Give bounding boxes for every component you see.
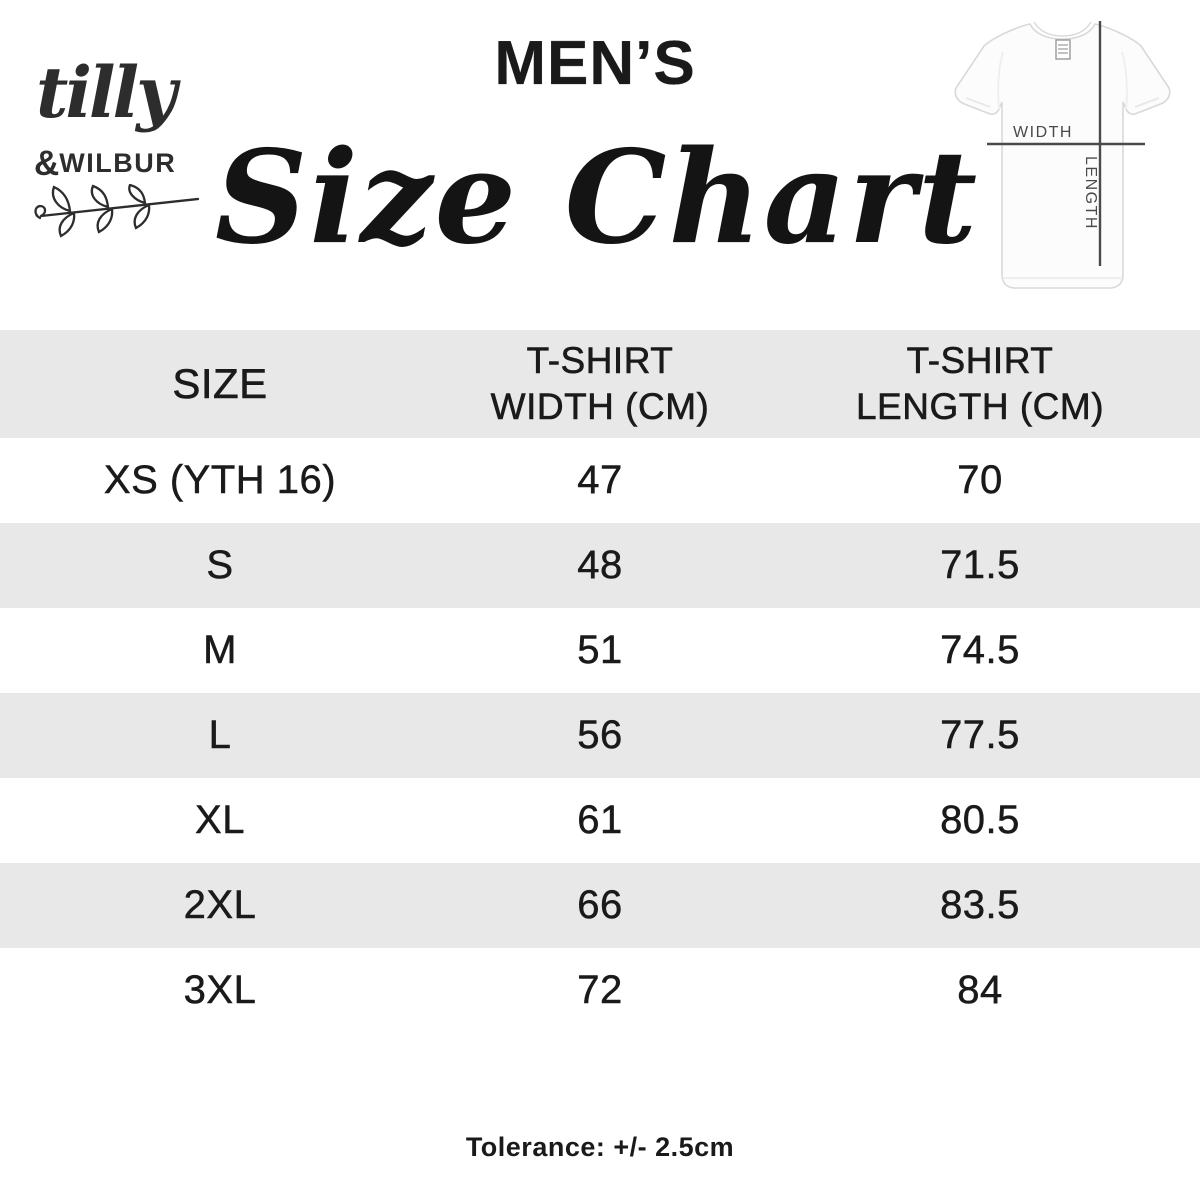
- table-row: [0, 863, 1200, 948]
- brand-script-name: tilly: [36, 51, 174, 134]
- width-cell: 72: [577, 968, 623, 1012]
- header-cell-size: SIZE: [172, 360, 268, 407]
- table-row: [0, 693, 1200, 778]
- size-cell: XS (YTH 16): [103, 458, 337, 502]
- length-cell: 83.5: [940, 883, 1020, 927]
- table-row: [0, 438, 1200, 523]
- header-cell-width: T-SHIRT WIDTH (CM): [490, 340, 710, 427]
- length-label: LENGTH: [1082, 156, 1099, 230]
- tshirt-outline: [955, 24, 1170, 288]
- neck-label-tag: [1056, 40, 1070, 59]
- table-row: [0, 523, 1200, 608]
- length-cell: 77.5: [940, 713, 1020, 757]
- length-cell: 80.5: [940, 798, 1020, 842]
- size-cell: 3XL: [183, 968, 257, 1012]
- width-cell: 56: [577, 713, 623, 757]
- width-label: WIDTH: [1013, 124, 1073, 141]
- length-cell: 74.5: [940, 628, 1020, 672]
- ampersand: &: [34, 144, 60, 183]
- tshirt-diagram-icon: [950, 6, 1175, 311]
- width-cell: 48: [577, 543, 623, 587]
- table-row: [0, 608, 1200, 693]
- category-title: MEN’S: [494, 29, 696, 98]
- length-cell: 71.5: [940, 543, 1020, 587]
- length-cell: 84: [957, 968, 1003, 1012]
- size-cell: 2XL: [183, 883, 257, 927]
- width-cell: 61: [577, 798, 623, 842]
- width-cell: 51: [577, 628, 623, 672]
- width-cell: 66: [577, 883, 623, 927]
- header-cell-length: T-SHIRT LENGTH (CM): [855, 340, 1105, 427]
- size-cell: L: [208, 713, 232, 757]
- size-table: [0, 330, 1200, 1033]
- table-row: [0, 948, 1200, 1033]
- length-cell: 70: [957, 458, 1003, 502]
- width-cell: 47: [577, 458, 623, 502]
- table-row: [0, 778, 1200, 863]
- size-cell: S: [206, 543, 234, 587]
- tolerance-note: Tolerance: +/- 2.5cm: [465, 1132, 735, 1162]
- size-cell: XL: [195, 798, 245, 842]
- brand-caps-name: &WILBUR: [34, 144, 177, 183]
- page-title: Size Chart: [214, 123, 980, 273]
- size-cell: M: [203, 628, 237, 672]
- table-header-row: [0, 330, 1200, 438]
